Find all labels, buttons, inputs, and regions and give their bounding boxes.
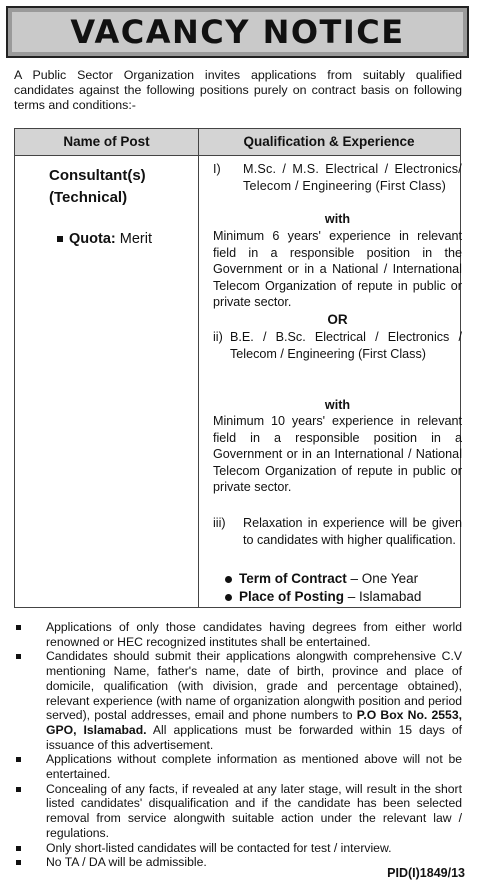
quota-value: Merit (119, 231, 152, 247)
note-text: Concealing of any facts, if revealed at any later stage, will result in the short listed candidates' disqualification and if the candidate has been selected removal from service alongwith suitable action under the relevant law / regulations. (46, 781, 462, 840)
note-text: Applications without complete information as mentioned above will not be entertained. (46, 752, 462, 782)
qualification-3-text: Relaxation in experience will be given to candidates with higher qualification. (243, 516, 462, 547)
list-item (14, 782, 462, 841)
qualification-1-number: I) (213, 162, 221, 176)
with-label-2: with (324, 398, 351, 412)
header-qualification: Qualification & Experience (243, 134, 415, 149)
bullet-icon (16, 787, 21, 792)
qualification-1 (213, 161, 462, 194)
experience-1: Minimum 6 years' experience in relevant field in a responsible position in the Government or in a National / International Telecom Organization of repute in public or private sector. (213, 229, 462, 310)
list-item (14, 649, 462, 752)
column-divider (198, 129, 199, 607)
note-text: Candidates should submit their applications alongwith comprehensive C.V mentioning Name, father's name, date of birth, province and place of domicile, qualification (with division, grade and percentage obtained), relevant experience (with name of organization alongwith position and period served), postal addresses, email and phone numbers to (46, 649, 462, 723)
bullet-icon (16, 757, 21, 762)
posting-label: Place of Posting (239, 589, 345, 604)
quota-label: Quota: (69, 231, 116, 247)
term-label: Term of Contract (239, 571, 347, 586)
bullet-icon (225, 576, 232, 583)
bullet-icon (16, 846, 21, 851)
note-text: No TA / DA will be admissible. (46, 855, 207, 870)
qualification-2-text: B.E. / B.Sc. Electrical / Electronics / Telecom / Engineering (First Class) (230, 330, 462, 361)
post-name-line2: (Technical) (49, 189, 128, 206)
note-text: Applications of only those candidates having degrees from either world renowned or HEC recognized institutes shall be entertained. (46, 620, 462, 649)
post-name (49, 165, 146, 209)
post-name-line1: Consultant(s) (49, 167, 146, 184)
list-item (14, 841, 462, 856)
table-header (15, 129, 460, 156)
qualification-1-text: M.Sc. / M.S. Electrical / Electronics/ Telecom / Engineering (First Class) (243, 162, 462, 193)
experience-2: Minimum 10 years' experience in relevant field in a responsible position in a Government or in an International / National Telecom Organization of repute in public or private sector. (213, 414, 462, 495)
qualification-3-number: iii) (213, 516, 226, 530)
bullet-icon (225, 594, 232, 601)
note-text: Only short-listed candidates will be contacted for test / interview. (46, 840, 392, 855)
list-item (14, 620, 462, 649)
list-item (14, 752, 462, 781)
qualification-3 (213, 515, 462, 548)
or-label: OR (327, 312, 348, 327)
with-label-1: with (324, 212, 351, 226)
bullet-icon (16, 625, 21, 630)
bullet-icon (57, 236, 63, 242)
qualification-2-number: ii) (213, 330, 223, 344)
qualification-2 (213, 329, 462, 362)
bullet-icon (16, 860, 21, 865)
conditions-list (14, 620, 462, 870)
page-title: VACANCY NOTICE (70, 13, 405, 51)
publication-id: PID(I)1849/13 (387, 866, 465, 880)
title-banner (6, 6, 469, 58)
posting-value: – Islamabad (347, 589, 422, 604)
header-name-of-post: Name of Post (63, 134, 150, 149)
intro-paragraph: A Public Sector Organization invites applications from suitably qualified candidates against the following positions purely on contract basis on following terms and conditions:- (14, 68, 462, 112)
title-banner-inner (12, 12, 463, 52)
bullet-icon (16, 654, 21, 659)
po-box-address: P.O Box No. 2553, GPO, Islamabad. (46, 708, 463, 737)
term-value: – One Year (350, 571, 419, 586)
note-text: All applications must be forwarded within 15 days of issuance of this advertisement. (46, 722, 463, 752)
positions-table (14, 128, 461, 608)
place-of-posting (225, 589, 421, 604)
term-of-contract (225, 571, 418, 586)
quota (57, 231, 152, 247)
